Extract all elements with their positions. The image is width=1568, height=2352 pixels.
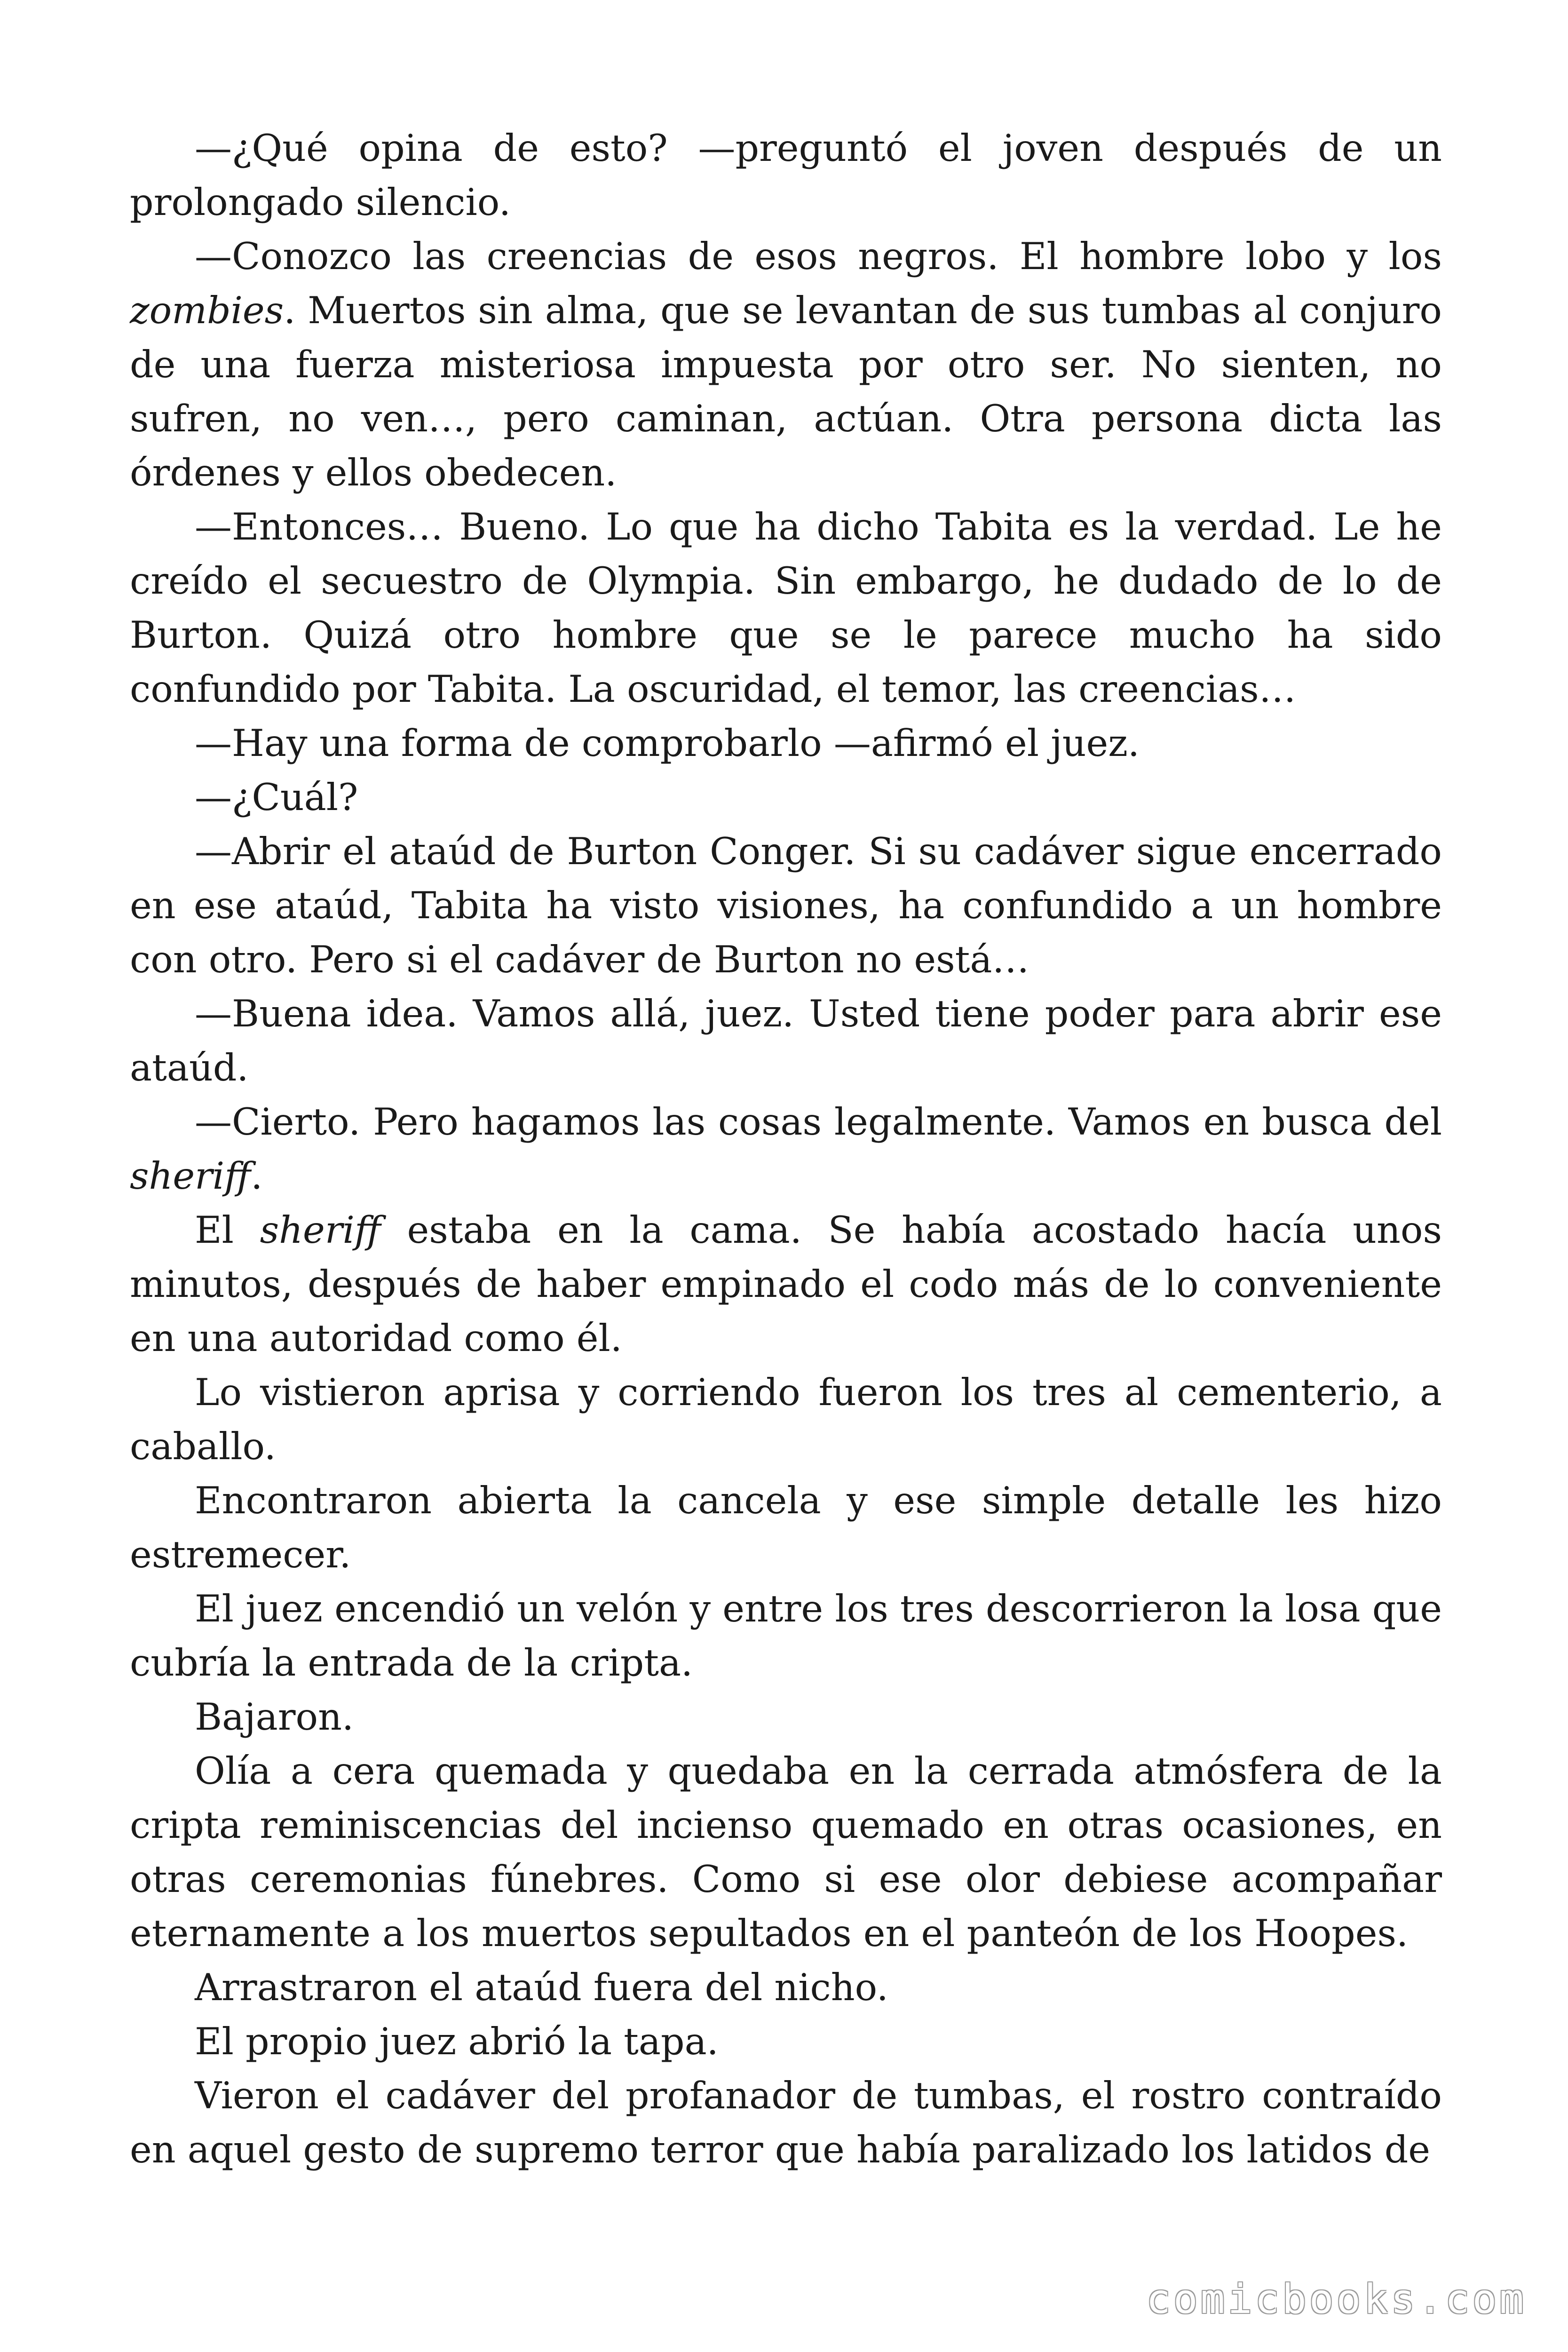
text-run: —Hay una forma de comprobarlo —afirmó el juez. xyxy=(195,722,1140,765)
text-run: El propio juez abrió la tapa. xyxy=(195,2020,719,2063)
text-run: —¿Cuál? xyxy=(195,776,358,819)
text-run: Bajaron. xyxy=(195,1695,354,1739)
paragraph xyxy=(130,825,1442,987)
text-run: Olía a cera quemada y quedaba en la cerrada atmósfera de la cripta reminiscencias del incienso quemado en otras ocasiones, en otras ceremonias fúnebres. Como si ese olor debiese acompañar eternamente a los muertos sepultados en el panteón de los Hoopes. xyxy=(130,1749,1442,1955)
text-run: . Muertos sin alma, que se levantan de sus tumbas al conjuro de una fuerza misteriosa impuesta por otro ser. No sienten, no sufren, no ven…, pero caminan, actúan. Otra persona dicta las órdenes y ellos obedecen. xyxy=(130,289,1442,494)
paragraph xyxy=(130,1961,1442,2015)
paragraph xyxy=(130,771,1442,825)
paragraph xyxy=(130,1366,1442,1474)
text-run: . xyxy=(251,1154,263,1198)
text-run: estaba en la cama. Se había acostado hacía unos minutos, después de haber empinado el codo más de lo conveniente en una autoridad como él. xyxy=(130,1208,1442,1360)
text-run: —Entonces… Bueno. Lo que ha dicho Tabita es la verdad. Le he creído el secuestro de Olympia. Sin embargo, he dudado de lo de Burton. Quizá otro hombre que se le parece mucho ha sido confundido por Tabita. La oscuridad, el temor, las creencias… xyxy=(130,505,1442,711)
paragraph xyxy=(130,1095,1442,1203)
paragraph xyxy=(130,1582,1442,1690)
paragraph xyxy=(130,230,1442,500)
paragraph xyxy=(130,716,1442,771)
paragraph xyxy=(130,1474,1442,1582)
paragraph xyxy=(130,2069,1442,2177)
text-run: Vieron el cadáver del profanador de tumbas, el rostro contraído en aquel gesto de supremo terror que había paralizado los latidos de xyxy=(130,2074,1442,2171)
body-text xyxy=(130,121,1442,2177)
paragraph xyxy=(130,2015,1442,2069)
text-run: —Abrir el ataúd de Burton Conger. Si su cadáver sigue encerrado en ese ataúd, Tabita ha visto visiones, ha confundido a un hombre con otro. Pero si el cadáver de Burton no está… xyxy=(130,830,1442,981)
paragraph xyxy=(130,987,1442,1095)
text-run: El juez encendió un velón y entre los tres descorrieron la losa que cubría la entrada de la cripta. xyxy=(130,1587,1442,1685)
paragraph xyxy=(130,1690,1442,1744)
paragraph xyxy=(130,500,1442,716)
text-run: —Buena idea. Vamos allá, juez. Usted tiene poder para abrir ese ataúd. xyxy=(130,992,1442,1089)
paragraph xyxy=(130,1203,1442,1366)
italic-term: zombies xyxy=(130,289,284,332)
text-run: —Cierto. Pero hagamos las cosas legalmente. Vamos en busca del xyxy=(195,1100,1442,1144)
text-run: El xyxy=(195,1208,260,1252)
italic-term: sheriff xyxy=(130,1154,251,1198)
text-run: —Conozco las creencias de esos negros. El hombre lobo y los xyxy=(195,235,1442,278)
text-run: Encontraron abierta la cancela y ese simple detalle les hizo estremecer. xyxy=(130,1479,1442,1576)
paragraph xyxy=(130,1744,1442,1961)
text-run: Arrastraron el ataúd fuera del nicho. xyxy=(195,1966,888,2009)
italic-term: sheriff xyxy=(260,1208,381,1252)
text-run: Lo vistieron aprisa y corriendo fueron los tres al cementerio, a caballo. xyxy=(130,1371,1442,1468)
watermark: comicbooks.com xyxy=(1146,2276,1527,2323)
paragraph xyxy=(130,121,1442,230)
text-run: —¿Qué opina de esto? —preguntó el joven después de un prolongado silencio. xyxy=(130,127,1442,224)
